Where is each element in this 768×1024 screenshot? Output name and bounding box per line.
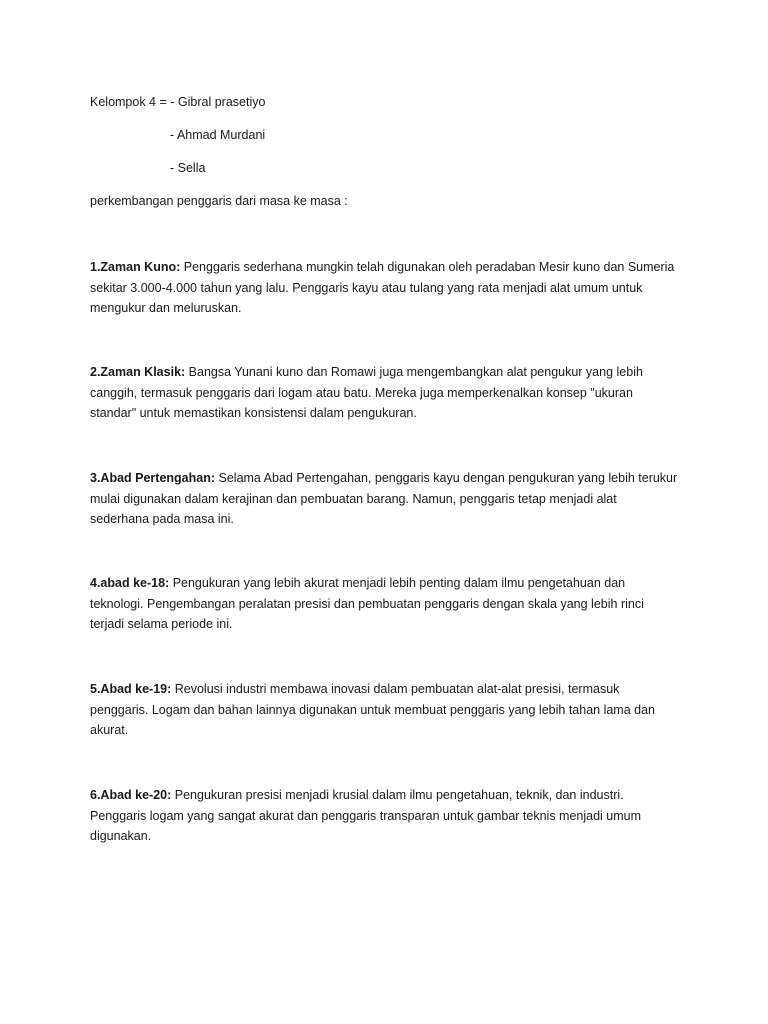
section-line: teknologi. Pengembangan peralatan presisi dan pembuatan penggaris dengan skala yang lebih rinci [90, 596, 644, 611]
section-text: Pengukuran yang lebih akurat menjadi lebih penting dalam ilmu pengetahuan dan [169, 576, 626, 590]
section-line: akurat. [90, 723, 129, 737]
section-line [90, 785, 690, 806]
section-line [90, 573, 690, 594]
section-text: Penggaris sederhana mungkin telah digunakan oleh peradaban Mesir kuno dan Sumeria [180, 260, 675, 274]
section-line [90, 679, 690, 700]
section-label: 4.abad ke-18: [90, 576, 170, 590]
section-label: 2.Zaman Klasik: [90, 365, 186, 379]
intro-line: perkembangan penggaris dari masa ke masa : [90, 194, 348, 208]
section-label: 3.Abad Pertengahan: [90, 471, 216, 485]
section-line: mulai digunakan dalam kerajinan dan pembuatan barang. Namun, penggaris tetap menjadi alat [90, 491, 617, 506]
section-zaman-kuno [90, 257, 690, 319]
section-line: mengukur dan meluruskan. [90, 301, 242, 315]
section-line [90, 257, 690, 278]
section-abad-19 [90, 679, 690, 741]
member-ahmad: - Ahmad Murdani [170, 128, 266, 142]
section-label: 6.Abad ke-20: [90, 788, 172, 802]
section-line: penggaris. Logam dan bahan lainnya digunakan untuk membuat penggaris yang lebih tahan lama dan [90, 702, 655, 717]
section-line [90, 362, 690, 383]
section-line [90, 468, 690, 489]
section-text: Pengukuran presisi menjadi krusial dalam ilmu pengetahuan, teknik, dan industri. [171, 788, 624, 802]
section-line: standar" untuk memastikan konsistensi dalam pengukuran. [90, 406, 417, 420]
section-line: sederhana pada masa ini. [90, 512, 234, 526]
section-text: Revolusi industri membawa inovasi dalam pembuatan alat-alat presisi, termasuk [171, 682, 620, 696]
group-line: Kelompok 4 = - Gibral prasetiyo [90, 95, 266, 109]
section-abad-pertengahan [90, 468, 690, 530]
section-abad-20 [90, 785, 690, 847]
section-text: Bangsa Yunani kuno dan Romawi juga mengembangkan alat pengukur yang lebih [185, 365, 643, 379]
section-label: 1.Zaman Kuno: [90, 260, 181, 274]
section-label: 5.Abad ke-19: [90, 682, 172, 696]
section-zaman-klasik [90, 362, 690, 424]
section-line: digunakan. [90, 829, 152, 843]
member-sella: - Sella [170, 161, 206, 175]
section-line: sekitar 3.000-4.000 tahun yang lalu. Penggaris kayu atau tulang yang rata menjadi alat umum untuk [90, 280, 643, 295]
section-text: Selama Abad Pertengahan, penggaris kayu dengan pengukuran yang lebih terukur [215, 471, 678, 485]
section-line: Penggaris logam yang sangat akurat dan penggaris transparan untuk gambar teknis menjadi umum [90, 808, 642, 823]
section-abad-18 [90, 573, 690, 635]
section-line: canggih, termasuk penggaris dari logam atau batu. Mereka juga memperkenalkan konsep "ukuran [90, 385, 633, 400]
section-line: terjadi selama periode ini. [90, 617, 233, 631]
